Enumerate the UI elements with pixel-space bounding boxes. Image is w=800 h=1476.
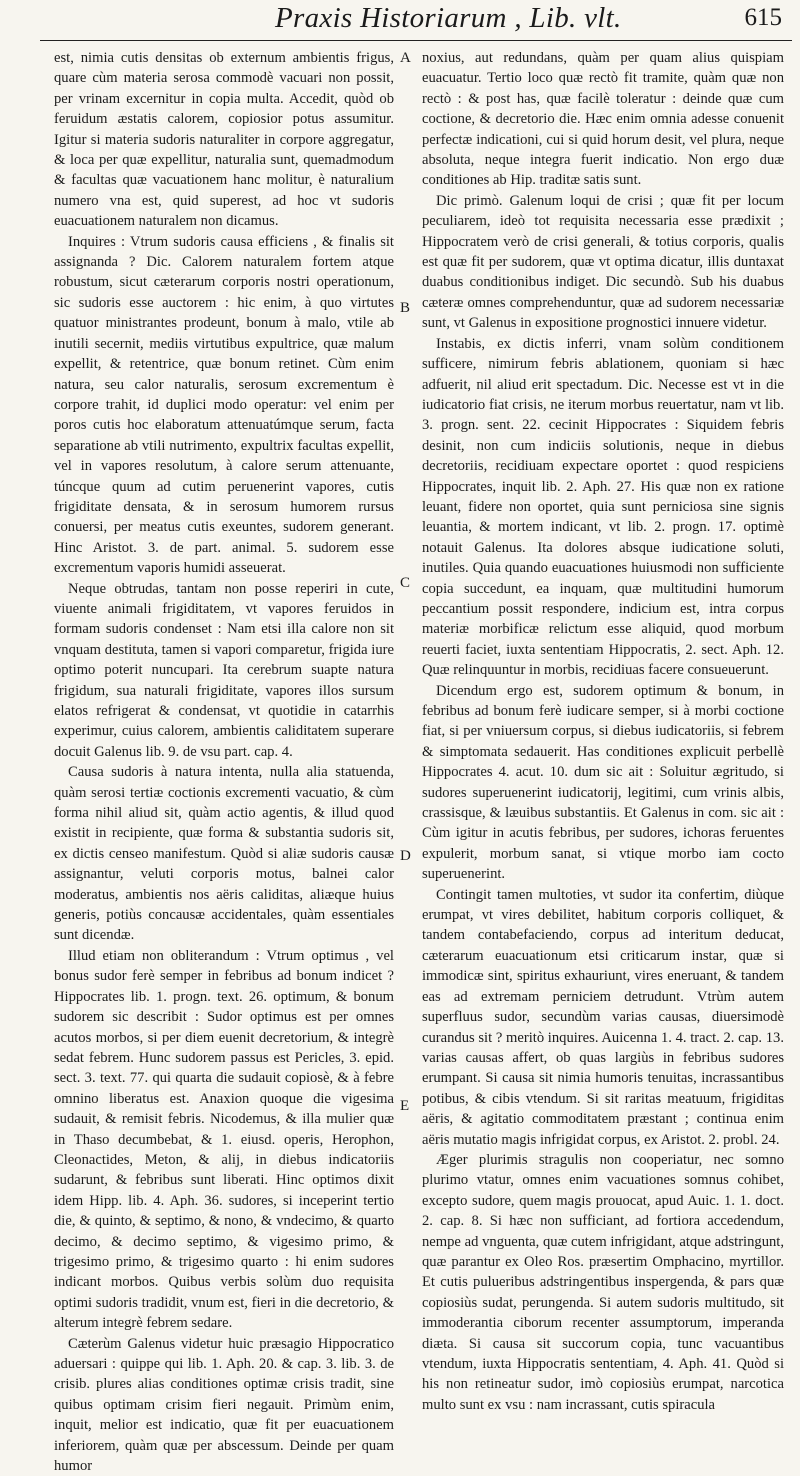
paragraph: Æger plurimis stragulis non cooperiatur, nec somno plurimo vtatur, omnes enim vacuationes somnus cohibet, excepto sudore, quem magis prouocat, apud Auic. 1. 1. doct. 2. cap. 8. Si hæc non sufficiant, ad fortiora accedendum, nempe ad vnguenta, quæ cutem infrigidant, atque adstringunt, quæ parantur ex Oleo Ros. præsertim Omphacino, myrtillor. Et cutis pulueribus adstringentibus inspergenda, & pars quæ copiosiùs sudat, perungenda. Si autem sudoris multitudo, sit immoderantia ciborum recenter assumptorum, imperanda diæta. Si causa sit succorum copia, tunc vacuantibus vtendum, iuxta Hippocratis sententiam, 4. Aph. 41. Quòd si his non retineatur sudor, imò copiosiùs erumpat, narcotica multo sunt ex vsu : nam incrassant, cutis spiracula [422,1151,784,1413]
left-column [54,48,394,1475]
margin-marker-e: E [400,1098,410,1114]
page-number: 615 [744,4,782,31]
paragraph: Causa sudoris à natura intenta, nulla alia statuenda, quàm serosi tertiæ coctionis excrementi vacuatio, & cùm forma nihil aliud sit, quàm actio agentis, & illud quod existit in recipiente, quæ forma & substantia sudoris sit, ex dictis censeo manifestum. Quòd si aliæ sudoris causæ assignantur, veluti corporis motus, balnei calor moderatus, ambientis nos aëris caliditas, aliæque huius generis, potiùs concausæ accidentales, quàm essentiales sunt dicendæ. [54,764,394,944]
paragraph: Dic primò. Galenum loqui de crisi ; quæ fit per locum peculiarem, ideò tot requisita necessaria esse prædixit ; Hippocratem verò de crisi generali, & totius corporis, qualis est quæ fit per sudorem, quæ vt optima dicatur, illis duntaxat duabus conditionibus indiget. Dic secundò. Sub his duabus cæteræ omnes comprehenduntur, quæ ad sudorem necessariæ sunt, vt Galenus in expositione prognostici innuere videtur. [422,192,784,332]
paragraph: Inquires : Vtrum sudoris causa efficiens , & finalis sit assignanda ? Dic. Calorem naturalem fortem atque robustum, sicut cæterarum corporis nostri operationum, sic sudoris esse auctorem : hic enim, à quo virtutes quatuor ministrantes prodeunt, bonum à malo, vtile ab inutili secernit, mediis virtutibus expultrice, quæ malum expellit, & retentrice, quæ bonum retinet. Cùm enim natura, seu calor naturalis, serosum excrementum è corpore trahit, id duplici modo operatur: vel enim per poros cutis hoc elaboratum attenuatúmque serum, facta separatione ab vtili nutrimento, expultrix facultas expellit, vel in vapores resolutum, à calore serum attenuante, túncque quum ad cutim peruenerint vapores, cutis frigiditate densata, & in serosum humorem rursus conuersi, per meatus cutis exeuntes, sudorem generant. Hinc Aristot. 3. de part. animal. 5. sudorem esse excrementum vaporis humidi asseuerat. [54,233,394,577]
paragraph: Contingit tamen multoties, vt sudor ita confertim, diùque erumpat, vt vires debilitet, habitum corporis colliquet, & tandem contabefaciendo, corpus ad interitum deducat, cæterarum euacuationum etsi criticarum instar, quæ si immodicæ sint, spiritus exhauriunt, vires eneruant, & tandem eas ad extremam perniciem detrudunt. Vtrùm autem superfluus sudor, secundùm varias causas, diuersimodè curandus sit ? meritò inquires. Auicenna 1. 4. tract. 2. cap. 13. varias causas affert, ob quas largiùs in febribus sudores erumpant. Si causa sit nimia humoris tenuitas, incrassantibus potibus, & cibis vtendum. Si sit raritas meatuum, frigiditas aëris, & agitatio commoditatem præstant ; continua enim aëris mutatio magis infrigidat corpus, ex Aristot. 2. probl. 24. [422,886,784,1148]
paragraph: Illud etiam non obliterandum : Vtrum optimus , vel bonus sudor ferè semper in febribus ad bonum indicet ? Hippocrates lib. 1. progn. text. 26. optimum, & bonum sudorem sic describit : Sudor optimus est per omnes acutos morbos, si per diem euenit decretorium, & integrè sedat febrem. Hunc sudorem passus est Pericles, 3. epid. sect. 3. text. 77. qui quarta die sudauit copiosè, & à febre omnino liberatus est. Anaxion quoque die vigesima sudauit, & remisit febris. Nicodemus, & illa mulier quæ in Thaso decumbebat, & 1. eiusd. operis, Herophon, Cleonactides, Meton, & alij, in diebus indicatoriis sudarunt, & febribus sunt liberati. Hinc optimos dixit idem Hipp. lib. 4. Aph. 36. sudores, si inceperint tertio die, & quinto, & septimo, & nono, & vndecimo, & quarto decimo, & decimo septimo, & vigesimo primo, & trigesimo primo, & trigesimo quarto : hi enim sudores indicant morbos. Quibus verbis solùm duo requisita optimi sudoris tradidit, vnum est, fieri in die decretorio, & alterum integrè febrem sedare. [54,947,394,1332]
paragraph: est, nimia cutis densitas ob externum ambientis frigus, quare cùm materia serosa commodè vacuari non possit, per vrinam excernitur in copia multa. Accedit, quòd ob feruidum æstatis calorem, copiosior potus assumitur. Igitur si materia sudoris naturaliter in corpore aggregatur, & loca per quæ expellitur, naturalia sunt, quemadmodum & facultas quæ vacuationem hanc molitur, è naturalium numero vna est, quid superest, ad hoc vt sudoris euacuationem naturalem non dicamus. [54,50,394,230]
header-rule [40,40,792,41]
paragraph: Instabis, ex dictis inferri, vnam solùm conditionem sufficere, nimirum febris ablationem, quoniam si hæc adfuerit, nil aliud erit spectadum. Dic. Necesse est vt in die iudicatorio fiat crisis, ne iterum morbus reuertatur, nam vt lib. 3. progn. sent. 22. cecinit Hippocrates : Siquidem febris desinit, non cum indiciis solutionis, neque in diebus decretoriis, recidiuam expectare oportet : quod respiciens Hippocrates, inquit lib. 2. Aph. 27. His quæ non ex ratione leuant, fidere non oportet, quia sunt perniciosa sine signis leuantia, & mortem indicant, vt lib. 2. progn. 17. optimè notauit Galenus. Ita dolores absque iudicatione soluti, inutiles. Quia quando euacuationes huiusmodi non sufficiente copia succedunt, ea inquam, quæ multitudini humorum peccantium possit respondere, indicium est, intra corpus materiæ morbificæ relictum esse aliquid, quod morbum reuerti faciet, iuxta sententiam Hippocratis, 2. sect. Aph. 12. Quæ relinquuntur in morbis, recidiuas facere consueuerunt. [422,335,784,679]
margin-marker-c: C [400,575,411,591]
paragraph: noxius, aut redundans, quàm per quam alius quispiam euacuatur. Tertio loco quæ rectò fit tramite, quàm quæ non rectò : & post has, quæ facilè toleratur : deinde quæ cum coctione, & decretorio die. Hæc enim omnia adesse conuenit perfectæ indicationi, cui si quid horum desit, vel plura, neque absoluta, neque integra fuerit indicatio. Non ergo duæ conditiones ab Hip. traditæ satis sunt. [422,50,784,189]
paragraph: Dicendum ergo est, sudorem optimum & bonum, in febribus ad bonum ferè iudicare semper, si à morbi coctione fiat, si per vniuersum corpus, si diebus iudicatoriis, si febrem & simptomata sedauerit. Has conditiones explicuit perbellè Hippocrates 4. acut. 10. dum sic ait : Soluitur ægritudo, si sudores superuenerint iudicatorij, legitimi, cum vrinis albis, crassisque, & læuibus substantiis. Et Galenus in com. sic ait : Cùm igitur in acutis febribus, per sudores, ichoras feruentes expulerit, morbum sanat, si vtique morbo iam cocto superuenerint. [422,682,784,883]
margin-marker-d: D [400,848,411,864]
paragraph: Cæterùm Galenus videtur huic præsagio Hippocratico aduersari : quippe qui lib. 1. Aph. 20. & cap. 3. lib. 3. de crisib. plures alias conditiones optimæ crisis tradit, sine quibus optimam crisim fieri negauit. Primùm enim, inquit, melior est indicatio, quæ fit per euacuationem inferiorem, quàm quæ per abscessum. Deinde per quam humor [54,1335,394,1475]
margin-marker-b: B [400,300,411,316]
running-title: Praxis Historiarum , Lib. vlt. [275,2,622,34]
paragraph: Neque obtrudas, tantam non posse reperiri in cute, viuente animali frigiditatem, vt vapores feruidos in formam sudoris condenset : Nam etsi illa calore non sit vnquam destituta, tamen si vapori comparetur, frigida iure optimo poterit nuncupari. Ita cerebrum suapte natura frigidum, sua naturali frigiditate, vapores illos sursum elatos refrigerat & condensat, vt quotidie in catarrhis experimur, cuius calorem, ambientis caliditatem superare docuit Galenus lib. 9. de vsu part. cap. 4. [54,580,394,760]
margin-marker-a: A [400,50,411,66]
running-head [0,0,800,44]
right-column [422,48,784,1413]
